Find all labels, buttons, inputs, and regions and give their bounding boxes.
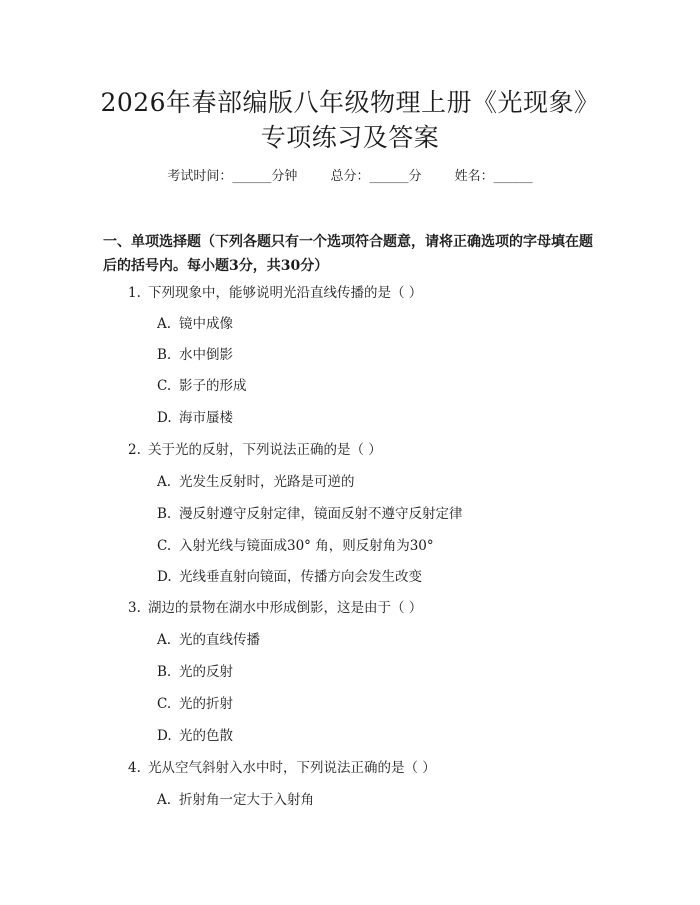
option-text: 光线垂直射向镜面，传播方向会发生改变 [179,569,422,585]
option-text: 光的直线传播 [179,632,260,648]
question-number: 2. [128,442,141,458]
section-heading-single-choice: 一、单项选择题（下列各题只有一个选项符合题意，请将正确选项的字母填在题后的括号内。每小题3分，共30分） [103,234,593,274]
option-1c [157,376,597,396]
option-text: 折射角一定大于入射角 [179,792,314,808]
question-3 [128,598,598,618]
option-letter: A. [157,632,172,648]
option-letter: B. [157,506,172,522]
question-text: 关于光的反射，下列说法正确的是（ ） [148,442,382,458]
question-1 [128,283,598,303]
option-3d [157,726,597,746]
page-title-line2: 专项练习及答案 [260,123,440,152]
option-2d [157,567,597,587]
option-1a [157,314,597,334]
option-letter: D. [157,569,172,585]
option-1d [157,408,597,428]
option-text: 镜中成像 [179,316,233,332]
name-label: 姓名： [454,169,494,184]
time-blank: ______ [232,169,272,184]
question-4 [128,758,598,778]
question-number: 4. [128,760,141,776]
question-text: 光从空气斜射入水中时，下列说法正确的是（ ） [148,760,436,776]
option-letter: D. [157,728,172,744]
question-number: 3. [128,600,141,616]
option-text: 影子的形成 [179,378,247,394]
option-letter: B. [157,664,172,680]
option-3a [157,630,597,650]
option-1b [157,345,597,365]
option-3b [157,662,597,682]
option-text: 水中倒影 [179,347,233,363]
option-text: 光的色散 [179,728,233,744]
time-label: 考试时间： [167,169,233,184]
option-letter: C. [157,696,172,712]
option-text: 光发生反射时，光路是可逆的 [179,474,355,490]
option-3c [157,694,597,714]
option-letter: C. [157,538,172,554]
option-letter: C. [157,378,172,394]
time-unit: 分钟 [271,169,298,184]
score-unit: 分 [408,169,422,184]
exam-meta [0,167,700,187]
question-text: 湖边的景物在湖水中形成倒影，这是由于（ ） [148,600,423,616]
option-2b [157,504,597,524]
option-letter: B. [157,347,172,363]
option-4a [157,790,597,810]
option-text: 光的反射 [179,664,233,680]
question-2 [128,440,598,460]
question-text: 下列现象中，能够说明光沿直线传播的是（ ） [148,285,423,301]
question-number: 1. [128,285,141,301]
option-letter: D. [157,410,172,426]
option-text: 光的折射 [179,696,233,712]
option-letter: A. [157,316,172,332]
option-letter: A. [157,474,172,490]
option-letter: A. [157,792,172,808]
option-text: 海市蜃楼 [179,410,233,426]
page-title-line1: 2026年春部编版八年级物理上册《光现象》 [100,88,600,117]
name-blank: ______ [493,169,533,184]
option-text: 入射光线与镜面成30° 角，则反射角为30° [179,538,434,554]
score-label: 总分： [330,169,370,184]
option-text: 漫反射遵守反射定律，镜面反射不遵守反射定律 [179,506,463,522]
option-2c [157,536,597,556]
option-2a [157,472,597,492]
score-blank: ______ [369,169,409,184]
